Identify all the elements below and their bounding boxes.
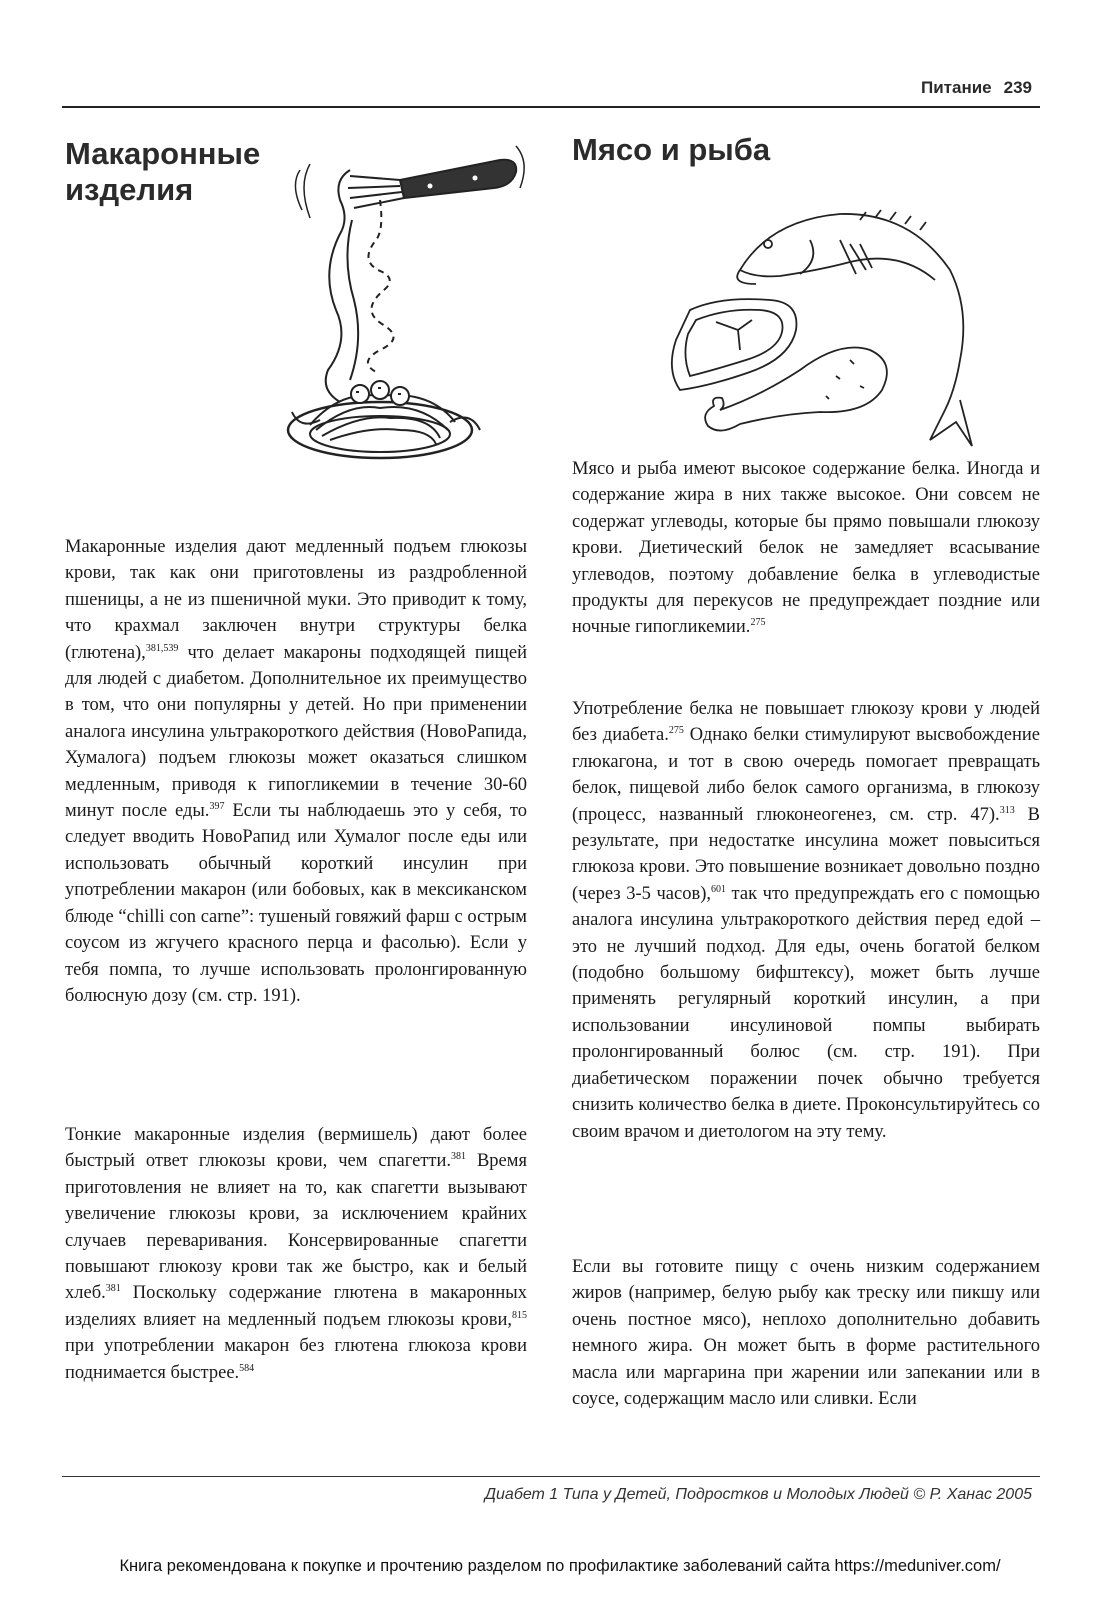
text-run: Если ты наблюдаешь это у себя, то следует вводить НовоРапид или Хумалог после еды или использовать обычный короткий инсулин при употреблении макарон (или бобовых, как в мексиканском блюде “chilli con carne”: тушеный говяжий фарш с острым соусом из жгучего красного перца и фасолью). Если у тебя помпа, то лучше использовать пролонгированную болюсную дозу (см. стр. 191).: [65, 801, 527, 1006]
reference-superscript: 381: [451, 1151, 467, 1163]
text-run: что делает макароны подходящей пищей для людей с диабетом. Дополнительное их преимущество в том, что они популярны у детей. Но при применении аналога инсулина ультракороткого действия (НовоРапида, Хумалога) подъем глюкозы может оказаться слишком медленным, приводя к гипогликемии в течение 30-60 минут после еды.: [65, 642, 527, 822]
text-run: Употребление белка не повышает глюкозу крови у людей без диабета.: [572, 699, 1040, 746]
pasta-paragraph-1: [65, 534, 527, 1009]
page-number: 239: [1003, 78, 1032, 97]
meat-paragraph-2: [572, 696, 1040, 1145]
pasta-heading-line2: изделия: [65, 172, 194, 207]
pasta-heading-line1: Макаронные: [65, 136, 261, 171]
text-run: Тонкие макаронные изделия (вермишель) дают более быстрый ответ глюкозы крови, чем спагетти.: [65, 1125, 527, 1172]
text-run: Однако белки стимулируют высвобождение глюкагона, и тот в свою очередь помогает превращать белок, пищевой либо белок самого организма, в глюкозу (процесс, названный глюконеогенез, см. стр. 47).: [572, 725, 1041, 825]
text-run: В результате, при недостатке инсулина может повыситься глюкоза крови. Это повышение возникает довольно поздно (через 3-5 часов),: [572, 804, 1040, 904]
meat-paragraph-1: [572, 456, 1040, 641]
meat-fish-heading: Мясо и рыба: [572, 132, 771, 167]
reference-superscript: 601: [710, 883, 726, 895]
reference-superscript: 397: [209, 800, 225, 812]
reference-superscript: 815: [512, 1309, 527, 1321]
website-note: Книга рекомендована к покупке и прочтению разделом по профилактике заболеваний сайта https://meduniver.com/: [119, 1557, 1001, 1575]
section-name: Питание: [921, 78, 992, 97]
footer-rule: [62, 1476, 1040, 1477]
text-run: Мясо и рыба имеют высокое содержание белка. Иногда и содержание жира в них также высокое. Они совсем не содержат углеводы, которые бы прямо повышали глюкозу крови. Диетический белок не замедляет всасывание углеводов, поэтому добавление белка в углеводистые продукты для перекусов не предупреждает поздние или ночные гипогликемии.: [572, 459, 1040, 638]
meat-fish-illustration: [660, 200, 980, 450]
reference-superscript: 584: [239, 1362, 255, 1374]
reference-superscript: 381,539: [145, 642, 179, 654]
text-run: Поскольку содержание глютена в макаронных изделиях влияет на медленный подъем глюкозы крови,: [65, 1283, 527, 1330]
page-header: [62, 76, 1040, 108]
text-run: Время приготовления не влияет на то, как спагетти вызывают увеличение глюкозы крови, за исключением крайних случаев переваривания. Консервированные спагетти повышают глюкозу крови так же быстро, как и белый хлеб.: [65, 1151, 527, 1304]
text-run: так что предупреждать его с помощью аналога инсулина ультракороткого действия перед едой – это не лучший подход. Для еды, очень богатой белком (подобно большому бифштексу), может быть лучше применять регулярный короткий инсулин, а при использовании инсулиновой помпы выбирать пролонгированный болюс (см. стр. 191). При диабетическом поражении почек обычно требуется снизить количество белка в диете. Проконсультируйтесь со своим врачом и диетологом на эту тему.: [572, 883, 1040, 1142]
reference-superscript: 381: [105, 1283, 121, 1295]
reference-superscript: 313: [999, 804, 1015, 816]
pasta-paragraph-2: [65, 1122, 527, 1386]
reference-superscript: 275: [668, 725, 684, 737]
text-run: Если вы готовите пищу с очень низким содержанием жиров (например, белую рыбу как треску или пикшу или очень постное мясо), неплохо дополнительно добавить немного жира. Он может быть в форме растительного масла или маргарина при жарении или запекании или в соусе, содержащим масло или сливки. Если: [572, 1257, 1040, 1410]
footer-citation: Диабет 1 Типа у Детей, Подростков и Молодых Людей © Р. Ханас 2005: [484, 1486, 1032, 1503]
text-run: при употреблении макарон без глютена глюкоза крови поднимается быстрее.: [65, 1336, 527, 1383]
running-head: [921, 78, 1032, 98]
pasta-fork-illustration: [280, 140, 530, 480]
text-run: Макаронные изделия дают медленный подъем глюкозы крови, так как они приготовлены из раздробленной пшеницы, а не из пшеничной муки. Это приводит к тому, что крахмал заключен внутри структуры белка (глютена),: [65, 537, 527, 663]
pasta-heading: [65, 136, 285, 208]
meat-paragraph-3: [572, 1254, 1040, 1412]
reference-superscript: 275: [750, 617, 766, 629]
